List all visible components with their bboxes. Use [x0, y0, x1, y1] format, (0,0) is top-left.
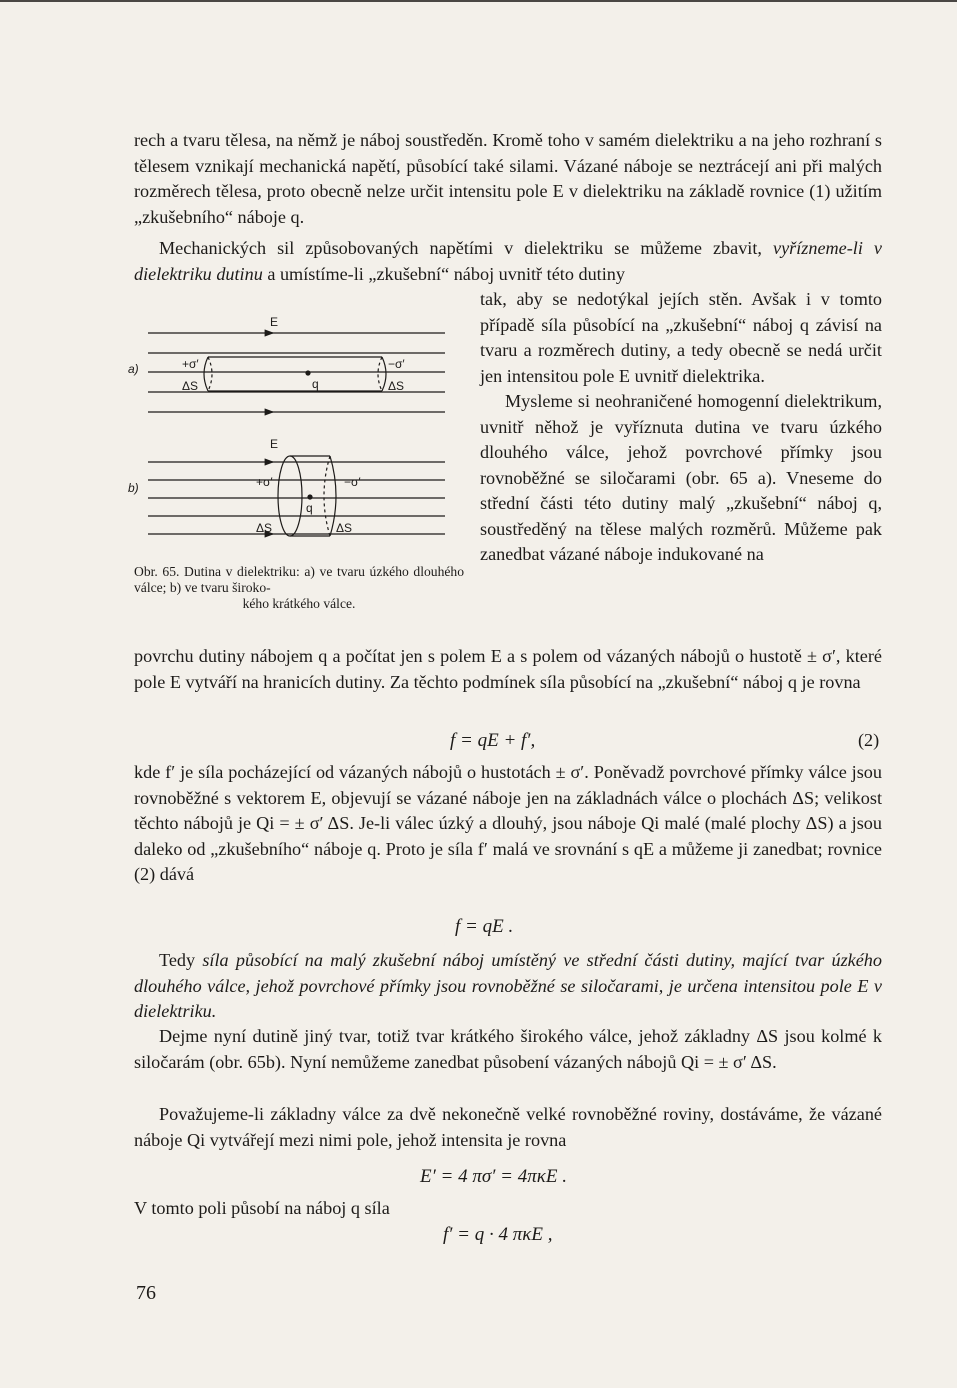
paragraph-7-text: Považujeme-li základny válce za dvě nekonečně velké rovnoběžné roviny, dostáváme, že vázané náboje Qi vytvářejí mezi nimi pole, jehož intensita je rovna [134, 1104, 882, 1150]
equation-3: f = qE . [455, 916, 514, 937]
cylinder-left-base [204, 357, 208, 391]
paragraph-3 [134, 644, 882, 695]
figure-caption [134, 564, 464, 612]
paragraph-2 [134, 236, 882, 287]
paragraph-8 [134, 1196, 882, 1222]
charge-b: q [306, 501, 313, 515]
page-top-edge [0, 0, 957, 2]
figure-65a [148, 333, 445, 412]
left-charge-a: +σ′ [182, 357, 199, 371]
right-charge-a: −σ′ [388, 357, 405, 371]
field-label-a: E [270, 315, 279, 329]
panel-a-label: a) [128, 362, 139, 376]
paragraph-8-text: V tomto poli působí na náboj q síla [134, 1198, 390, 1218]
paragraph-2-side: tak, aby se nedotýkal jejích stěn. Avšak i v tomto případě síla působící na „zkušební“ náboj q závisí na tvaru a rozměrech dutiny, a tedy obecně se nedá určit jen intensitou pole E uvnitř dielektrika. [480, 289, 882, 386]
right-charge-b: −σ′ [344, 475, 361, 489]
paragraph-4 [134, 760, 882, 888]
paragraph-2-italic: vyřízneme-li v dielektriku dutinu [134, 238, 883, 284]
paragraph-3-full: povrchu dutiny nábojem q a počítat jen s polem E a s polem od vázaných nábojů o hustotě ± σ′, které pole E vytváří na hranicích dutiny. Za těchto podmínek síla působící na „zkušební“ náboj q je rovna [134, 646, 882, 692]
paragraph-6 [134, 1024, 882, 1075]
figure-65b [148, 456, 445, 536]
paragraph-2-start: Mechanických sil způsobovaných napětími v dielektriku se můžeme zbavit, [159, 238, 762, 258]
page-number: 76 [136, 1282, 156, 1304]
cylinder-left-base-back [208, 357, 212, 391]
test-charge-dot [306, 371, 310, 375]
cylinder-right-base [382, 357, 386, 391]
equation-5: f′ = q · 4 πκE , [443, 1224, 553, 1245]
cylinder-left-base [278, 456, 302, 536]
paragraph-3-side: Mysleme si neohraničené homogenní dielektrikum, uvnitř něhož je vyříznuta dutina ve tvaru úzkého dlouhého válce, jehož povrchové přímky jsou rovnoběžné se siločarami (obr. 65 a). Vneseme do střední části této dutiny malý „zkušební“ náboj q, soustředěný na tělese malých rozměrů. Můžeme pak zanedbat vázané náboje indukované na [480, 391, 882, 564]
paragraph-4-text: kde f′ je síla pocházející od vázaných nábojů o hustotách ± σ′. Poněvadž povrchové přímky válce jsou rovnoběžné s vektorem E, objevují se vázané náboje jen na základnách válce o plochách ΔS; velikost těchto nábojů je Qi = ± σ′ ΔS. Je-li válec úzký a dlouhý, jsou náboje Qi malé (malé plochy ΔS) a jsou daleko od „zkušebního“ náboje q. Proto je síla f′ malá ve srovnání s qE a můžeme ji zanedbat; rovnice (2) dává [134, 762, 882, 884]
side-column [480, 287, 882, 568]
paragraph-5-start: Tedy [159, 950, 196, 970]
charge-a: q [312, 377, 319, 391]
cylinder-right-base-back [378, 357, 382, 391]
right-area-a: ΔS [388, 379, 405, 393]
figure-65 [120, 300, 470, 550]
left-charge-b: +σ′ [256, 475, 273, 489]
caption-line-2: kého krátkého válce. [242, 596, 356, 611]
equation-4: E′ = 4 πσ′ = 4πκE . [420, 1166, 567, 1187]
paragraph-1-text: rech a tvaru tělesa, na němž je náboj soustředěn. Kromě toho v samém dielektriku a na jeho rozhraní s tělesem vznikají mechanická napětí, působící také silami. Vázané náboje se neztrácejí ani při malých rozměrech tělesa, proto obecně nelze určit intensitu pole E v dielektriku na základě rovnice (1) užitím „zkušebního“ náboje q. [134, 130, 882, 227]
cylinder-right-base-back [324, 456, 330, 536]
equation-2: f = qE + f′, [450, 730, 536, 751]
paragraph-2-cont: a umístíme-li „zkušební“ náboj uvnitř této dutiny [267, 263, 625, 284]
panel-b-label: b) [128, 481, 139, 495]
equation-2-number: (2) [858, 730, 880, 750]
right-area-b: ΔS [336, 521, 353, 535]
test-charge-dot [308, 495, 312, 499]
left-area-b: ΔS [256, 521, 273, 535]
caption-line-1: Obr. 65. Dutina v dielektriku: a) ve tvaru úzkého dlouhého válce; b) ve tvaru široko- [134, 564, 464, 595]
paragraph-1 [134, 128, 882, 230]
paragraph-6-text: Dejme nyní dutině jiný tvar, totiž tvar krátkého širokého válce, jehož základny ΔS jsou kolmé k siločarám (obr. 65b). Nyní nemůžeme zanedbat působení vázaných nábojů Qi = ± σ′ ΔS. [134, 1026, 882, 1072]
paragraph-5 [134, 948, 882, 1025]
field-label-b: E [270, 437, 279, 451]
left-area-a: ΔS [182, 379, 199, 393]
paragraph-7 [134, 1102, 882, 1153]
paragraph-5-italic: síla působící na malý zkušební náboj umístěný ve střední části dutiny, mající tvar úzkého dlouhého válce, jehož povrchové přímky jsou rovnoběžné se siločarami, je určena intensitou pole E v dielektriku. [134, 950, 882, 1021]
